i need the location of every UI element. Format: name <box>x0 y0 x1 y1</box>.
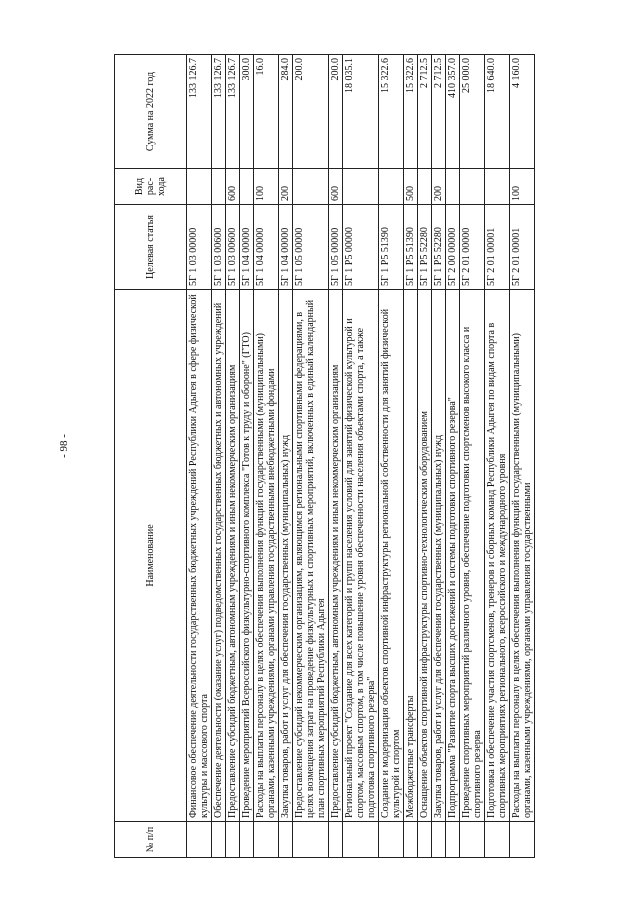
cell-code: 5Г 1 P5 00000 <box>343 205 379 290</box>
cell-code: 5Г 2 01 00001 <box>485 205 510 290</box>
cell-sum: 200.0 <box>293 55 329 169</box>
cell-name: Предоставление субсидий бюджетным, автономным учреждениям и иным некоммерческим организациям <box>329 290 343 822</box>
cell-num <box>379 822 404 858</box>
cell-code: 5Г 1 05 00000 <box>329 205 343 290</box>
cell-vid: 200 <box>279 169 293 205</box>
cell-name: Расходы на выплаты персоналу в целях обеспечения выполнения функций государственными (муниципальными) органами, казенными учреждениями, органами управления государственными внебюджетными фондами <box>254 290 279 822</box>
cell-vid: 500 <box>404 169 418 205</box>
cell-num <box>187 822 212 858</box>
cell-sum: 2 712.5 <box>432 55 446 169</box>
cell-num <box>485 822 510 858</box>
cell-code: 5Г 1 04 00000 <box>279 205 293 290</box>
cell-name: Закупка товаров, работ и услуг для обеспечения государственных (муниципальных) нужд <box>279 290 293 822</box>
cell-code: 5Г 1 03 00000 <box>187 205 212 290</box>
cell-sum: 15 322.6 <box>379 55 404 169</box>
table-row <box>404 55 418 858</box>
table-row <box>226 55 240 858</box>
header-num: № п/п <box>115 822 187 858</box>
cell-name: Расходы на выплаты персоналу в целях обеспечения выполнения функций государственными (муниципальными) органами, казенными учреждениями, органами управления государственными <box>510 290 535 822</box>
cell-vid: 200 <box>432 169 446 205</box>
cell-num <box>510 822 535 858</box>
cell-vid: 100 <box>254 169 279 205</box>
cell-sum: 25 000.0 <box>460 55 485 169</box>
cell-num <box>343 822 379 858</box>
cell-name: Проведение спортивных мероприятий различного уровня, обеспечение подготовки спортсменов высокого класса и спортивного резерва <box>460 290 485 822</box>
cell-num <box>329 822 343 858</box>
cell-sum: 300.0 <box>240 55 254 169</box>
cell-sum: 2 712.5 <box>418 55 432 169</box>
page-number: - 98 - <box>57 434 70 458</box>
cell-vid <box>379 169 404 205</box>
cell-name: Подготовка и обеспечение участия спортсменов, тренеров и сборных команд Республики Адыгея по видам спорта в спортивных мероприятиях регионального, всероссийского и международного уровня <box>485 290 510 822</box>
cell-vid <box>343 169 379 205</box>
cell-num <box>240 822 254 858</box>
cell-sum: 200.0 <box>329 55 343 169</box>
budget-table <box>114 54 535 858</box>
cell-sum: 15 322.6 <box>404 55 418 169</box>
table-row <box>240 55 254 858</box>
cell-num <box>293 822 329 858</box>
table-row <box>418 55 432 858</box>
cell-num <box>226 822 240 858</box>
cell-code: 5Г 1 04 00000 <box>254 205 279 290</box>
cell-name: Создание и модернизация объектов спортивной инфраструктуры региональной собственности для занятий физической культурой и спортом <box>379 290 404 822</box>
cell-vid <box>446 169 460 205</box>
cell-sum: 18 640.0 <box>485 55 510 169</box>
table-row <box>279 55 293 858</box>
cell-code: 5Г 1 P5 51390 <box>379 205 404 290</box>
table-row <box>187 55 212 858</box>
cell-sum: 133 126.7 <box>212 55 226 169</box>
cell-name: Обеспечение деятельности (оказание услуг) подведомственных государственных бюджетных и автономных учреждений <box>212 290 226 822</box>
cell-sum: 133 126.7 <box>187 55 212 169</box>
table-row <box>343 55 379 858</box>
table-row <box>379 55 404 858</box>
cell-code: 5Г 1 03 00600 <box>212 205 226 290</box>
cell-vid: 600 <box>329 169 343 205</box>
cell-code: 5Г 2 01 00001 <box>510 205 535 290</box>
cell-num <box>254 822 279 858</box>
rotated-table-container <box>114 55 640 858</box>
cell-sum: 284.0 <box>279 55 293 169</box>
cell-code: 5Г 2 01 00000 <box>460 205 485 290</box>
cell-num <box>432 822 446 858</box>
cell-sum: 410 357.0 <box>446 55 460 169</box>
table-row <box>510 55 535 858</box>
table-body <box>187 55 535 858</box>
cell-num <box>418 822 432 858</box>
header-sum: Сумма на 2022 год <box>115 55 187 169</box>
cell-name: Подпрограмма "Развитие спорта высших достижений и системы подготовки спортивного резерва" <box>446 290 460 822</box>
cell-sum: 18 035.1 <box>343 55 379 169</box>
cell-vid: 600 <box>226 169 240 205</box>
table-row <box>485 55 510 858</box>
cell-vid <box>485 169 510 205</box>
cell-num <box>404 822 418 858</box>
table-row <box>446 55 460 858</box>
table-row <box>432 55 446 858</box>
cell-sum: 133 126.7 <box>226 55 240 169</box>
table-row <box>212 55 226 858</box>
table-row <box>460 55 485 858</box>
cell-name: Региональный проект "Создание для всех категорий и групп населения условий для занятий физической культурой и спортом, массовым спортом, в том числе повышение уровня обеспеченности населения объектами спорта, а также подготовка спортивного резерва" <box>343 290 379 822</box>
header-name: Наименование <box>115 290 187 822</box>
cell-sum: 16.0 <box>254 55 279 169</box>
header-code: Целевая статья <box>115 205 187 290</box>
cell-code: 5Г 1 P5 52280 <box>432 205 446 290</box>
cell-vid <box>418 169 432 205</box>
cell-code: 5Г 1 05 00000 <box>293 205 329 290</box>
cell-vid <box>212 169 226 205</box>
cell-num <box>212 822 226 858</box>
header-vid: Вид рас-хода <box>115 169 187 205</box>
cell-code: 5Г 1 03 00600 <box>226 205 240 290</box>
cell-name: Предоставление субсидий бюджетным, автономным учреждениям и иным некоммерческим организациям <box>226 290 240 822</box>
cell-num <box>446 822 460 858</box>
cell-vid <box>187 169 212 205</box>
cell-num <box>279 822 293 858</box>
cell-code: 5Г 1 P5 51390 <box>404 205 418 290</box>
table-header-row <box>115 55 187 858</box>
cell-name: Предоставление субсидий некоммерческим организациям, являющимся региональными спортивными федерациями, в целях возмещения затрат на проведение физкультурных и спортивных мероприятий, включенных в единый календарный план спортивных мероприятий Республики Адыгея <box>293 290 329 822</box>
cell-name: Закупка товаров, работ и услуг для обеспечения государственных (муниципальных) нужд <box>432 290 446 822</box>
cell-vid <box>460 169 485 205</box>
cell-vid <box>240 169 254 205</box>
cell-vid <box>293 169 329 205</box>
cell-num <box>460 822 485 858</box>
cell-code: 5Г 1 04 00000 <box>240 205 254 290</box>
cell-vid: 100 <box>510 169 535 205</box>
cell-name: Межбюджетные трансферты <box>404 290 418 822</box>
table-row <box>329 55 343 858</box>
table-row <box>254 55 279 858</box>
cell-name: Финансовое обеспечение деятельности государственных бюджетных учреждений Республики Адыгея в сфере физической культуры и массового спорта <box>187 290 212 822</box>
cell-name: Оснащение объектов спортивной инфраструктуры спортивно-технологическим оборудованием <box>418 290 432 822</box>
table-row <box>293 55 329 858</box>
cell-sum: 4 160.0 <box>510 55 535 169</box>
cell-code: 5Г 1 P5 52280 <box>418 205 432 290</box>
cell-name: Проведение мероприятий Всероссийского физкультурно-спортивного комплекса "Готов к труду и обороне" (ГТО) <box>240 290 254 822</box>
cell-code: 5Г 2 00 00000 <box>446 205 460 290</box>
